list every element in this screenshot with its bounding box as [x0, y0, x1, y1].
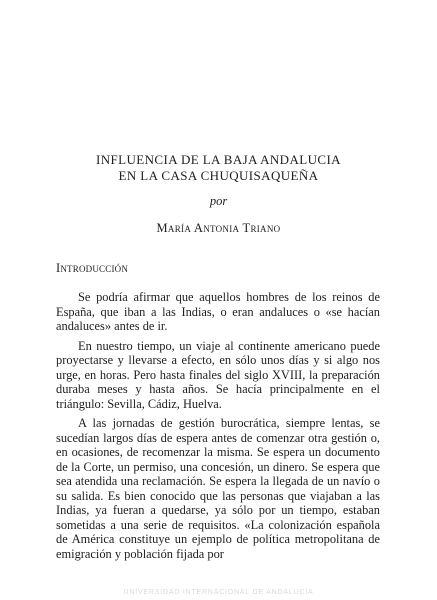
footer-watermark: UNIVERSIDAD INTERNACIONAL DE ANDALUCÍA — [123, 589, 314, 596]
section-heading: Introducción — [56, 261, 129, 275]
author-name: María Antonia Triano — [156, 221, 281, 235]
article-body — [56, 290, 380, 566]
article-title-line-1: INFLUENCIA DE LA BAJA ANDALUCIA — [96, 152, 341, 167]
paragraph: En nuestro tiempo, un viaje al continente americano puede proyectarse y llevarse a efecto, en sólo unos días y si algo nos urge, en horas. Pero hasta finales del siglo XVIII, la preparación duraba meses y hasta años. Se hacía principalmente en el triángulo: Sevilla, Cádiz, Huelva. — [56, 338, 380, 411]
paragraph: Se podría afirmar que aquellos hombres de los reinos de España, que iban a las Indias, o eran andaluces o «se hacían andaluces» antes de ir. — [56, 290, 380, 333]
byline: por — [209, 194, 228, 208]
paragraph: A las jornadas de gestión burocrática, siempre lentas, se sucedían largos días de espera antes de comenzar otra gestión o, en ocasiones, de recomenzar la misma. Se espera un documento de la Corte, un permiso, una concesión, un dinero. Se espera que sea atendida una reclamación. Se espera la llegada de un navío o su salida. Es bien conocido que las personas que viajaban a las Indias, ya fueran a quedarse, ya sólo por un tiempo, estaban sometidas a una serie de requisitos. «La colonización española de América constituye un ejemplo de política metropolitana de emigración y población fijada por — [56, 416, 380, 561]
article-title-line-2: EN LA CASA CHUQUISAQUEÑA — [118, 168, 319, 183]
